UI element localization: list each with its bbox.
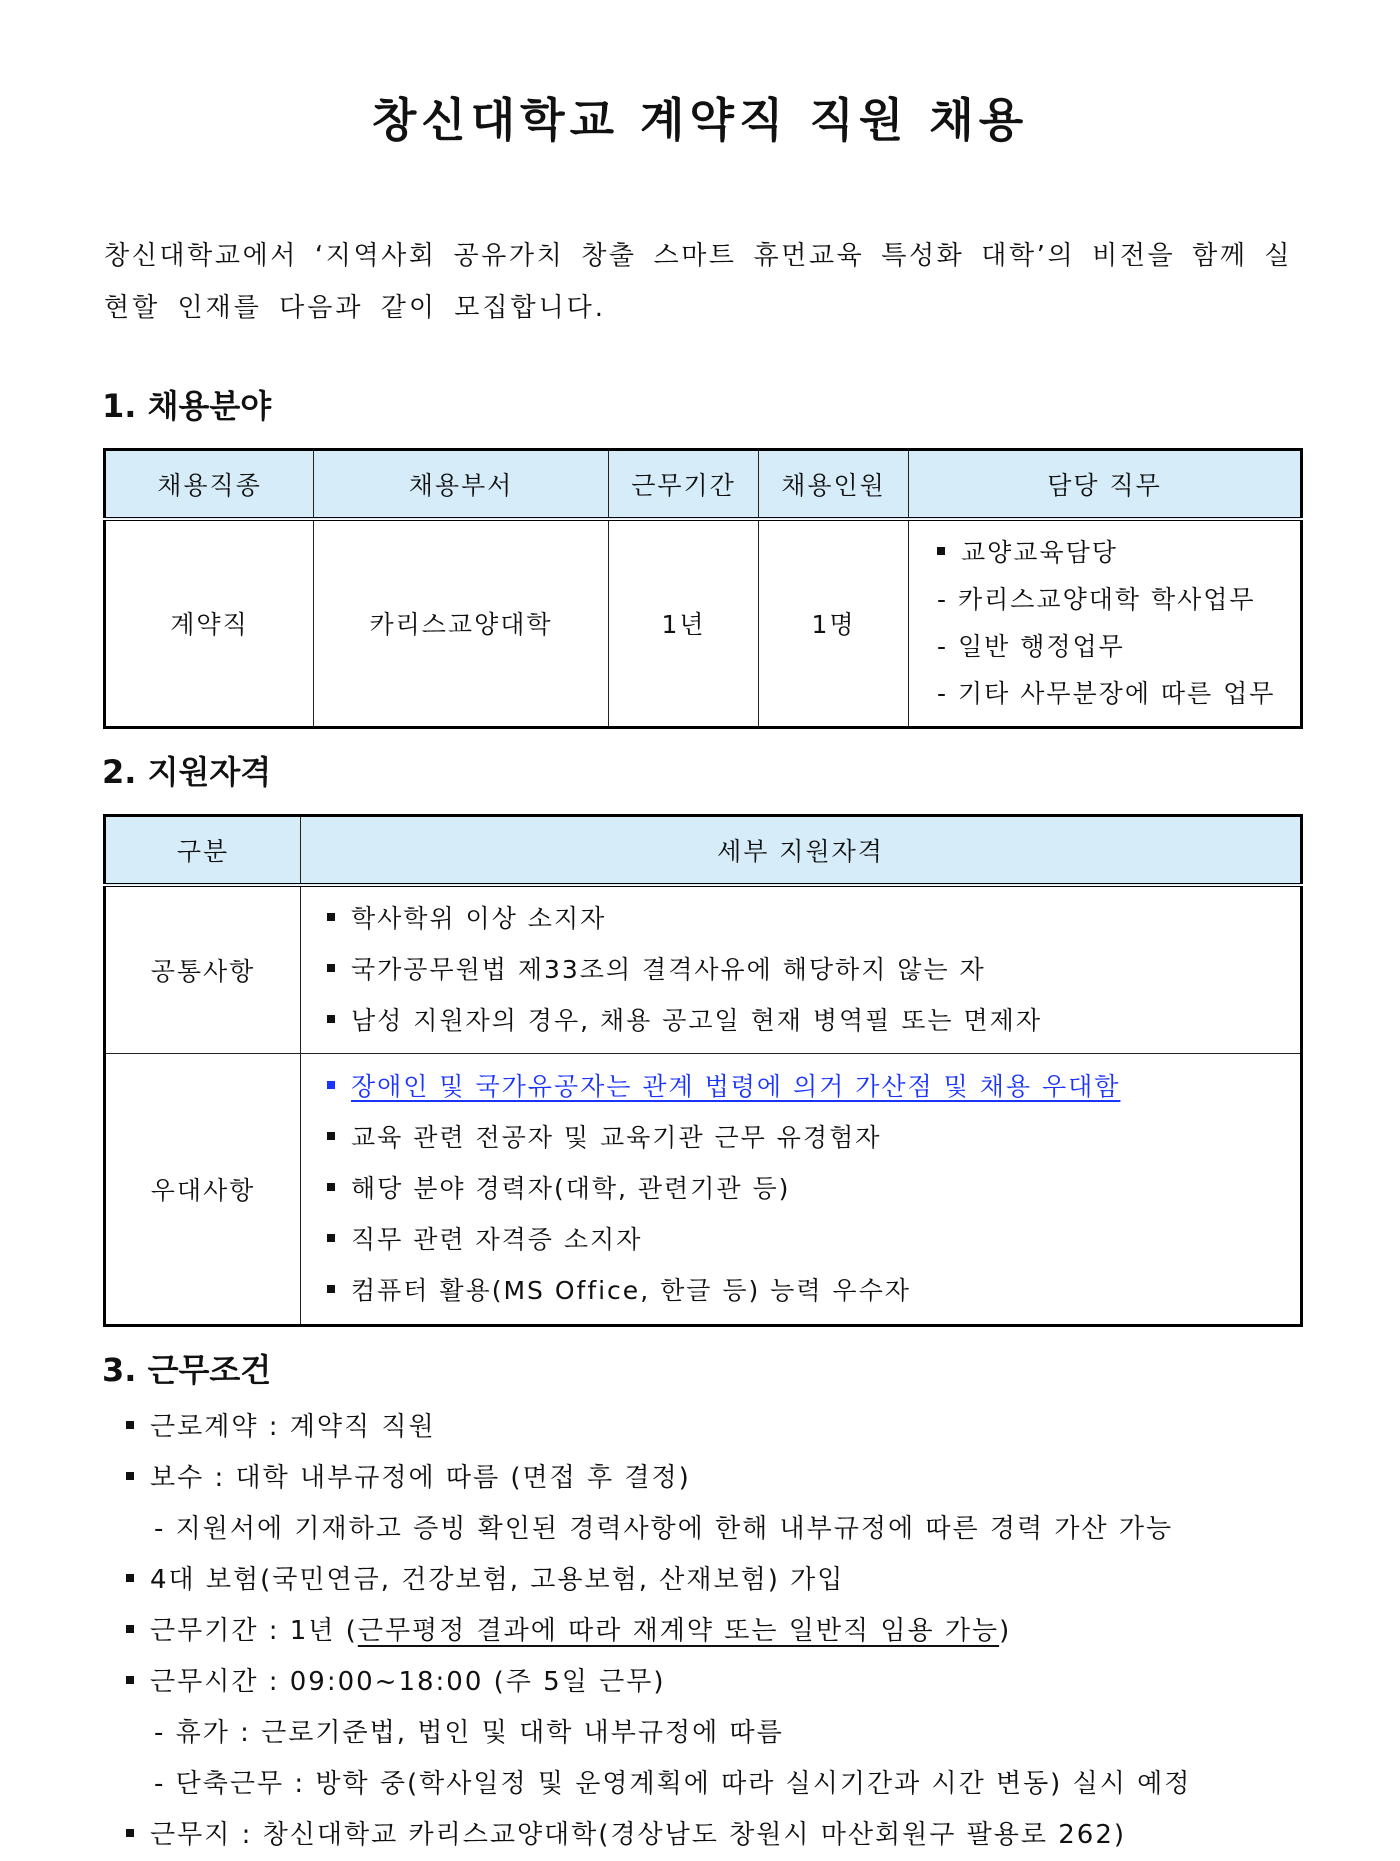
bullet-icon <box>126 1829 134 1837</box>
list-subitem: - 지원서에 기재하고 증빙 확인된 경력사항에 한해 내부규정에 따른 경력 가산 가능 <box>154 1514 1174 1544</box>
list-item: 해당 분야 경력자(대학, 관련기관 등) <box>351 1174 791 1203</box>
table-row <box>105 885 1302 1053</box>
header-cell: 채용직종 <box>105 450 314 520</box>
duty-item: - 기타 사무분장에 따른 업무 <box>937 679 1276 709</box>
list-item: 교육 관련 전공자 및 교육기관 근무 유경험자 <box>351 1123 882 1152</box>
preferred-link[interactable] <box>327 1061 1300 1112</box>
header-cell: 채용인원 <box>759 450 909 520</box>
bullet-icon <box>126 1472 134 1480</box>
bullet-icon <box>327 1015 335 1023</box>
bullet-icon <box>126 1574 134 1582</box>
list-item: 컴퓨터 활용(MS Office, 한글 등) 능력 우수자 <box>351 1276 911 1305</box>
table-header-row <box>105 450 1302 520</box>
list-item: 남성 지원자의 경우, 채용 공고일 현재 병역필 또는 면제자 <box>351 1006 1042 1036</box>
duty-title: 교양교육담당 <box>961 538 1118 568</box>
bullet-icon <box>327 1234 335 1242</box>
period-underlined: 근무평정 결과에 따라 재계약 또는 일반직 임용 가능 <box>357 1616 1000 1646</box>
bullet-icon <box>327 1132 335 1140</box>
count-cell: 1명 <box>759 519 909 727</box>
bullet-icon <box>327 1285 335 1293</box>
bullet-icon <box>327 1081 335 1089</box>
list-item: 근무시간 : 09:00~18:00 (주 5일 근무) <box>150 1667 666 1697</box>
job-type-cell: 계약직 <box>105 519 314 727</box>
bullet-icon <box>126 1676 134 1684</box>
duty-item: - 일반 행정업무 <box>937 632 1125 662</box>
header-cell: 세부 지원자격 <box>301 816 1302 886</box>
recruit-field-table <box>103 448 1303 729</box>
bullet-icon <box>327 964 335 972</box>
preferred-items-cell <box>301 1053 1302 1325</box>
bullet-icon <box>327 1183 335 1191</box>
common-label-cell: 공통사항 <box>105 885 301 1053</box>
qualification-table <box>103 814 1303 1327</box>
header-cell: 채용부서 <box>314 450 609 520</box>
header-cell: 근무기간 <box>609 450 759 520</box>
list-subitem: - 단축근무 : 방학 중(학사일정 및 운영계획에 따라 실시기간과 시간 변동) 실시 예정 <box>154 1769 1192 1799</box>
dept-cell: 카리스교양대학 <box>314 519 609 727</box>
intro-paragraph <box>104 230 1304 334</box>
list-item: 4대 보험(국민연금, 건강보험, 고용보험, 산재보험) 가입 <box>150 1565 845 1595</box>
period-suffix: ) <box>999 1616 1012 1646</box>
header-cell: 담당 직무 <box>909 450 1302 520</box>
header-cell: 구분 <box>105 816 301 886</box>
common-items-cell <box>301 885 1302 1053</box>
bullet-icon <box>126 1421 134 1429</box>
period-cell: 1년 <box>609 519 759 727</box>
bullet-icon <box>327 913 335 921</box>
table-row <box>105 1053 1302 1325</box>
table-row <box>105 519 1302 727</box>
intro-line-1: 창신대학교에서 ‘지역사회 공유가치 창출 스마트 휴먼교육 특성화 대학’의 비전을 함께 실 <box>104 241 1293 271</box>
list-item: 학사학위 이상 소지자 <box>351 904 607 934</box>
table-header-row <box>105 816 1302 886</box>
work-conditions-list <box>126 1402 1191 1861</box>
preferred-link-text[interactable]: 장애인 및 국가유공자는 관계 법령에 의거 가산점 및 채용 우대함 <box>351 1072 1121 1101</box>
bullet-icon <box>126 1625 134 1633</box>
bullet-icon <box>937 547 945 555</box>
page-title: 창신대학교 계약직 직원 채용 <box>371 93 1029 147</box>
duty-cell <box>909 519 1302 727</box>
section-2-heading: 2. 지원자격 <box>102 753 272 791</box>
list-item: 근무지 : 창신대학교 카리스교양대학(경상남도 창원시 마산회원구 팔용로 262) <box>150 1820 1127 1850</box>
list-item: 국가공무원법 제33조의 결격사유에 해당하지 않는 자 <box>351 955 986 985</box>
list-item: 근로계약 : 계약직 직원 <box>150 1412 436 1442</box>
list-subitem: - 휴가 : 근로기준법, 법인 및 대학 내부규정에 따름 <box>154 1718 784 1748</box>
period-prefix: 근무기간 : 1년 ( <box>150 1616 358 1646</box>
list-item: 보수 : 대학 내부규정에 따름 (면접 후 결정) <box>150 1463 691 1493</box>
preferred-label-cell: 우대사항 <box>105 1053 301 1325</box>
intro-line-2: 현할 인재를 다음과 같이 모집합니다. <box>104 293 607 323</box>
duty-item: - 카리스교양대학 학사업무 <box>937 585 1256 615</box>
section-3-heading: 3. 근무조건 <box>102 1351 272 1389</box>
section-1-heading: 1. 채용분야 <box>102 387 272 425</box>
list-item: 직무 관련 자격증 소지자 <box>351 1225 643 1254</box>
